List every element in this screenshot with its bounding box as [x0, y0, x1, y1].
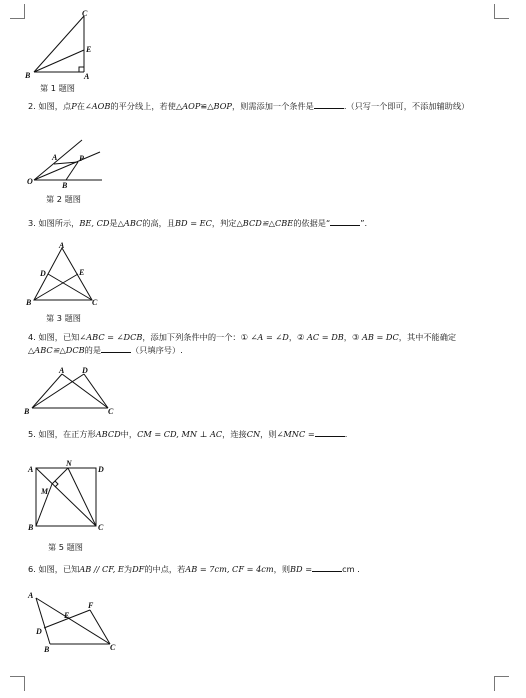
- fig6-label-d: D: [36, 627, 42, 636]
- fig2-ray-oa: [34, 140, 82, 180]
- figure-2-diagram: [26, 136, 110, 188]
- q6-text-2: 为: [123, 564, 133, 574]
- fig4-label-a: A: [59, 366, 65, 375]
- q5-math-3: CN: [246, 429, 261, 439]
- q2-text-3: 的平分线上，若使: [110, 101, 176, 111]
- q2-answer-blank[interactable]: [314, 108, 344, 109]
- fig2-label-p: P: [79, 154, 84, 163]
- figure-3-diagram: [26, 242, 102, 308]
- q5-text-4: ，则: [260, 429, 277, 439]
- question-6: [28, 563, 498, 576]
- fig3-label-a: A: [59, 241, 65, 250]
- fig6-label-b: B: [44, 645, 50, 654]
- q2-triangle-2: △BOP: [207, 101, 232, 111]
- q5-text-2: 中，: [120, 429, 138, 439]
- question-5: [28, 428, 498, 441]
- q2-number: 2.: [28, 101, 36, 111]
- q6-math-4: BD =: [290, 564, 313, 574]
- fig5-segment-mn: [52, 468, 68, 484]
- fig5-label-a: A: [28, 465, 34, 474]
- q3-math-3: BD = EC: [175, 218, 212, 228]
- fig4-segment-ac: [62, 374, 108, 408]
- fig5-label-c: C: [98, 523, 104, 532]
- q3-number: 3.: [28, 218, 36, 228]
- q2-text-4: ，则需添加一个条件是: [231, 101, 314, 111]
- fig5-segment-nc: [68, 468, 96, 526]
- q3-text-6: ”.: [360, 218, 368, 228]
- q5-text-1: 如图，在正方形: [38, 429, 96, 439]
- fig5-diagonal-ac: [36, 468, 96, 526]
- figure-1-diagram: [22, 6, 102, 82]
- q6-text-3: 的中点，若: [144, 564, 186, 574]
- q5-math-2: CM = CD, MN ⊥ AC: [137, 429, 223, 439]
- figure-6-diagram: [26, 588, 122, 656]
- fig5-label-b: B: [28, 523, 34, 532]
- q4-text-7: （只填序号）.: [131, 345, 183, 355]
- fig1-label-e: E: [86, 45, 92, 54]
- q4-number: 4.: [28, 332, 36, 342]
- q4-math-3: AC = DB: [306, 332, 344, 342]
- fig6-segment-ac: [36, 598, 110, 644]
- q6-text-5: cm .: [342, 564, 360, 574]
- fig3-label-d: D: [40, 269, 46, 278]
- crop-mark-bottom-right: [494, 676, 509, 691]
- q6-math-1: AB // CF, E: [79, 564, 124, 574]
- fig1-segment-be: [34, 50, 84, 72]
- q4-math-5: △ABC≌△DCB: [28, 345, 85, 355]
- fig5-label-m: M: [41, 487, 49, 496]
- q6-math-2: DF: [132, 564, 145, 574]
- figure-5-diagram: [26, 458, 106, 534]
- question-4: [28, 331, 498, 357]
- fig6-label-a: A: [28, 591, 34, 600]
- q3-answer-blank[interactable]: [330, 225, 360, 226]
- fig6-segment-cf: [90, 610, 110, 644]
- fig2-label-b: B: [62, 181, 68, 190]
- q3-math-2: △ABC: [117, 218, 143, 228]
- fig2-label-o: O: [27, 177, 33, 186]
- fig3-label-e: E: [79, 268, 85, 277]
- q4-math-1: ∠ABC = ∠DCB: [79, 332, 143, 342]
- q6-math-3: AB = 7cm, CF = 4cm: [185, 564, 274, 574]
- fig4-segment-dc: [84, 374, 108, 408]
- fig1-label-a: A: [84, 72, 90, 81]
- figure-1-caption: 第 1 题图: [40, 83, 75, 93]
- q4-text-1: 如图，已知: [38, 332, 80, 342]
- fig1-label-b: B: [25, 71, 31, 80]
- q2-text-1: 如图，点: [38, 101, 72, 111]
- q5-math-4: ∠MNC =: [276, 429, 315, 439]
- crop-mark-bottom-left: [10, 676, 25, 691]
- fig6-label-e: E: [64, 611, 70, 620]
- q4-math-4: AB = DC: [361, 332, 399, 342]
- q5-text-3: ，连接: [222, 429, 247, 439]
- q4-answer-blank[interactable]: [101, 352, 131, 353]
- q4-text-6: 的是: [84, 345, 102, 355]
- q4-text-5: ，其中不能确定: [398, 332, 457, 342]
- q6-text-4: ，则: [273, 564, 291, 574]
- q5-answer-blank[interactable]: [315, 436, 345, 437]
- question-2: [28, 100, 498, 113]
- figure-3-caption: 第 3 题图: [46, 313, 81, 323]
- fig4-label-b: B: [24, 407, 30, 416]
- figure-4-diagram: [24, 364, 120, 416]
- q3-text-2: 是: [109, 218, 118, 228]
- figure-2-caption: 第 2 题图: [46, 194, 81, 204]
- q2-triangle-1: △AOP: [175, 101, 201, 111]
- fig3-altitude-cd: [48, 274, 92, 300]
- q2-angle: ∠AOB: [84, 101, 111, 111]
- fig5-right-angle-mark: [55, 481, 58, 487]
- q2-congruent-symbol: ≌: [200, 101, 208, 111]
- q5-text-5: .: [344, 429, 348, 439]
- fig1-segment-bc: [34, 16, 84, 72]
- figure-5-caption: 第 5 题图: [48, 542, 83, 552]
- q3-math-1: BE, CD: [79, 218, 110, 228]
- q3-math-4: △BCD≌△CBE: [236, 218, 294, 228]
- q6-answer-blank[interactable]: [312, 571, 342, 572]
- q6-text-1: 如图，已知: [38, 564, 80, 574]
- fig3-label-b: B: [26, 298, 32, 307]
- fig3-label-c: C: [92, 298, 98, 307]
- q5-number: 5.: [28, 429, 36, 439]
- q3-text-1: 如图所示，: [38, 218, 80, 228]
- crop-mark-top-right: [494, 4, 509, 19]
- fig4-label-d: D: [82, 366, 88, 375]
- q2-point-p: P: [71, 101, 77, 111]
- fig2-label-a: A: [52, 153, 58, 162]
- q3-text-3: 的高，且: [142, 218, 176, 228]
- q4-math-2: ∠A = ∠D: [250, 332, 289, 342]
- fig4-label-c: C: [108, 407, 114, 416]
- fig2-bisector-op: [34, 152, 100, 180]
- fig2-segment-pb: [66, 162, 78, 180]
- fig5-label-d: D: [98, 465, 104, 474]
- fig5-label-n: N: [66, 459, 72, 468]
- fig6-label-c: C: [110, 643, 116, 652]
- q4-text-3: ，②: [288, 332, 307, 342]
- q6-number: 6.: [28, 564, 36, 574]
- fig1-label-c: C: [82, 9, 88, 18]
- q4-text-2: ，添加下列条件中的一个：①: [142, 332, 251, 342]
- q3-text-5: 的依据是“: [293, 218, 331, 228]
- fig6-label-f: F: [88, 601, 94, 610]
- q2-text-5: .（只写一个即可，不添加辅助线）: [343, 101, 470, 111]
- q3-text-4: ，判定: [211, 218, 237, 228]
- question-3: [28, 217, 498, 230]
- q4-text-4: ，③: [343, 332, 362, 342]
- q2-text-2: 在: [76, 101, 85, 111]
- q5-math-1: ABCD: [95, 429, 121, 439]
